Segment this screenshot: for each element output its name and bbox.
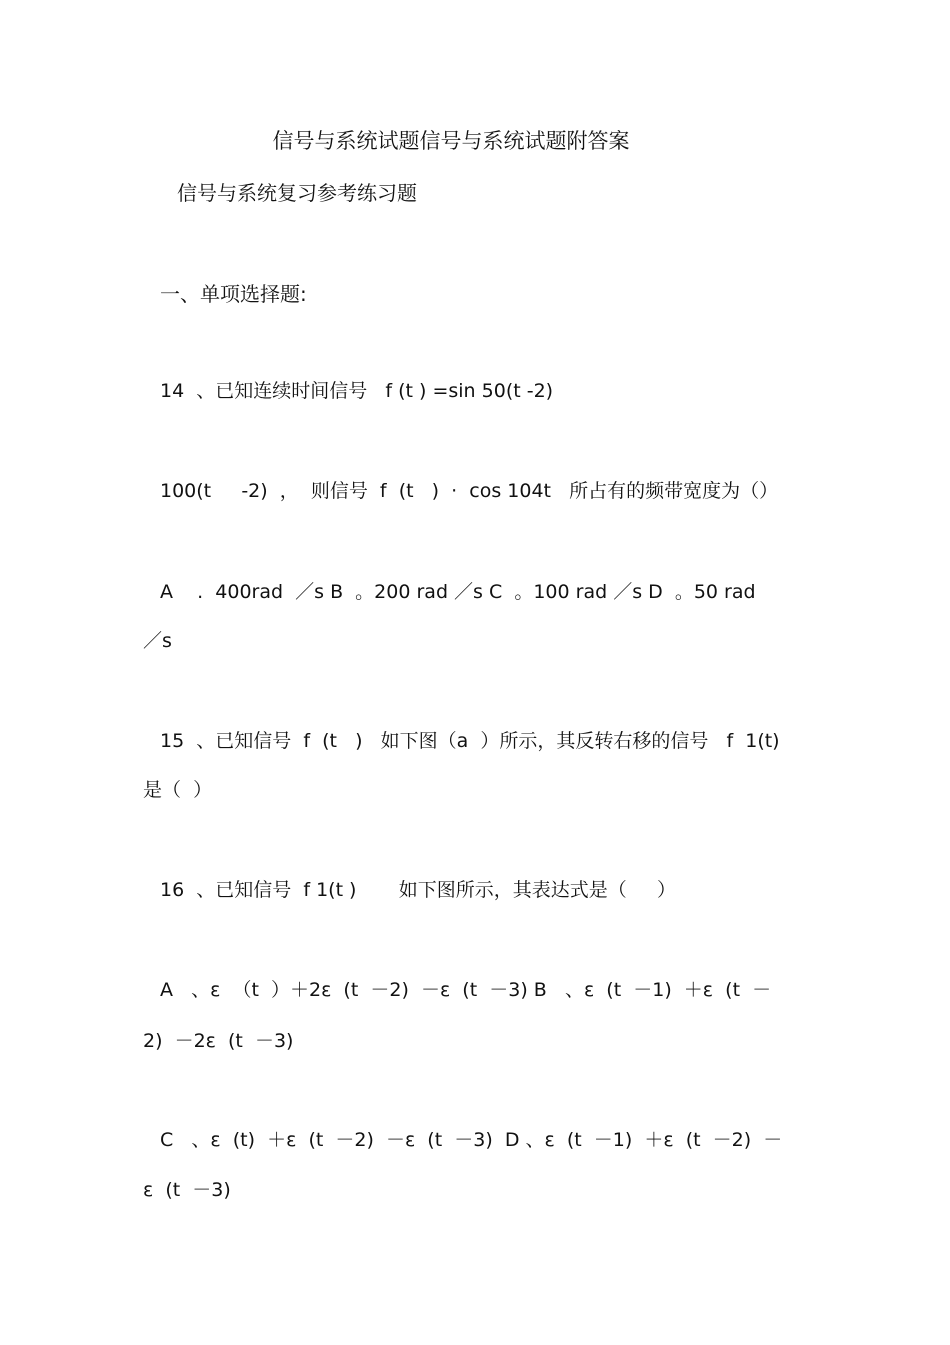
- question-15-line-1: 15 、已知信号 f (t ) 如下图（a ）所示，其反转右移的信号 f 1(t): [160, 730, 780, 752]
- question-16-options-cd-line-2: ε (t －3): [143, 1179, 231, 1201]
- question-14-line-1: 14 、已知连续时间信号 f (t ) =sin 50(t -2): [160, 380, 554, 402]
- section-heading: 一、单项选择题:: [160, 282, 307, 306]
- question-14-line-2: 100(t -2) ， 则信号 f (t ) · cos 104t 所占有的频带宽度为（）: [160, 480, 779, 502]
- question-16-line-1: 16 、已知信号 f 1(t ) 如下图所示，其表达式是（ ）: [160, 879, 676, 901]
- question-14-options-line-2: ／s: [143, 630, 172, 652]
- question-14-options-line-1: A . 400rad ／s B 。200 rad ／s C 。100 rad ／s D 。50 rad: [160, 581, 756, 603]
- document-subtitle: 信号与系统复习参考练习题: [177, 181, 417, 205]
- question-16-options-ab-line-2: 2) －2ε (t －3): [143, 1030, 294, 1052]
- question-15-line-2: 是（ ）: [143, 779, 213, 801]
- document-title: 信号与系统试题信号与系统试题附答案: [272, 129, 630, 153]
- question-16-options-cd-line-1: C 、ε (t) ＋ε (t －2) －ε (t －3) D 、ε (t －1) ＋ε (t －2) －: [160, 1129, 783, 1151]
- question-16-options-ab-line-1: A 、ε （t ）＋2ε (t －2) －ε (t －3) B 、ε (t －1) ＋ε (t －: [160, 979, 772, 1001]
